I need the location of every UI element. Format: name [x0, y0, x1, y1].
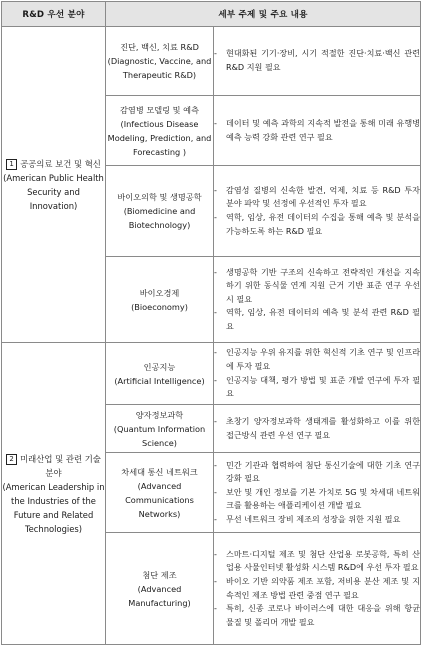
list-item: - 역학, 임상, 유전 데이터의 수집을 통해 예측 및 분석을 가능하도록 하는 R&D 필요 — [214, 212, 421, 236]
list-item: - 인공지능 대책, 평가 방법 및 표준 개발 연구에 투자 필요 — [214, 374, 421, 399]
topic-cell: 첨단 제조 (Advanced Manufacturing) — [106, 533, 214, 645]
list-item: - 초창기 양자정보과학 생태계를 활성화하고 이를 위한 접근방식 관련 우선 연구 필요 — [214, 415, 421, 440]
list-item: - 보안 및 개인 정보를 기본 가치로 5G 및 차세대 네트워크를 활용하는 애플리케이션 개발 필요 — [214, 486, 421, 511]
table-row — [2, 343, 421, 405]
rd-priority-table — [1, 1, 421, 645]
list-item: - 감염성 질병의 신속한 발견, 억제, 치료 등 R&D 투자 분야 파악 및 선정에 우선적인 투자 필요 — [214, 184, 421, 209]
topic-cell: 바이오의학 및 생명공학 (Biomedicine and Biotechnology) — [106, 166, 214, 257]
topic-cell: 인공지능 (Artificial Intelligence) — [106, 343, 214, 405]
list-item: - 인공지능 우위 유지를 위한 혁신적 기초 연구 및 인프라에 투자 필요 — [214, 347, 421, 371]
list-item: - 데이터 및 예측 과학의 지속적 발전을 통해 미래 유행병 예측 능력 강화 관련 연구 필요 — [214, 117, 421, 142]
list-item: - 특히, 신종 코로나 바이러스에 대한 대응을 위해 항균 물질 및 폴리머 개발 필요 — [214, 603, 421, 627]
area-title: 1 공공의료 보건 및 혁신 — [2, 157, 105, 171]
list-item: - 민간 기관과 협력하여 첨단 통신기술에 대한 기초 연구 강화 필요 — [214, 459, 421, 484]
content-cell — [214, 27, 421, 96]
area-future-industries — [2, 343, 106, 645]
content-cell — [214, 257, 421, 343]
area-number-badge: 1 — [6, 159, 17, 170]
content-cell — [214, 533, 421, 645]
table-header-row — [2, 2, 421, 27]
area-public-health — [2, 27, 106, 343]
list-item: - 스마트·디지털 제조 및 첨단 산업용 로봇공학, 특히 산업용 사물인터넷 활성화 시스템 R&D에 우선 투자 필요 — [214, 548, 421, 573]
area-english-title: (American Public Health Security and Innovation) — [3, 172, 104, 211]
topic-cell: 차세대 통신 네트워크 (Advanced Communications Networks) — [106, 453, 214, 533]
list-item: - 역학, 임상, 유전 데이터의 예측 및 분석 관련 R&D 필요 — [214, 307, 421, 331]
topic-cell: 바이오경제 (Bioeconomy) — [106, 257, 214, 343]
list-item: - 현대화된 기기·장비, 시기 적절한 진단·치료·백신 관련 R&D 지원 필요 — [214, 48, 421, 72]
content-cell — [214, 343, 421, 405]
content-cell — [214, 405, 421, 453]
topic-cell: 양자정보과학 (Quantum Information Science) — [106, 405, 214, 453]
list-item: - 바이오 기반 의약품 제조 포함, 저비용 분산 제조 및 지속적인 제조 방법 관련 중점 연구 필요 — [214, 575, 421, 600]
area-title: 2 미래산업 및 관련 기술 분야 — [2, 452, 105, 480]
header-rd-area: R&D 우선 분야 — [2, 2, 106, 27]
content-cell — [214, 453, 421, 533]
header-topic-content: 세부 주제 및 주요 내용 — [106, 2, 421, 27]
list-item: - 생명공학 기반 구조의 신속하고 전략적인 개선을 지속하기 위한 동식물 연계 지원 근거 기반 표준 연구 우선시 필요 — [214, 266, 421, 304]
content-cell — [214, 166, 421, 257]
topic-cell: 감염병 모델링 및 예측 (Infectious Disease Modeling, Prediction, and Forecasting ) — [106, 96, 214, 166]
area-english-title: (American Leadership in the Industries of the Future and Related Technologies) — [2, 481, 105, 534]
list-item: - 무선 네트워크 장비 제조의 성장을 위한 지원 필요 — [214, 513, 401, 524]
table-row — [2, 27, 421, 96]
area-number-badge: 2 — [6, 454, 17, 465]
topic-cell: 진단, 백신, 치료 R&D (Diagnostic, Vaccine, and Therapeutic R&D) — [106, 27, 214, 96]
content-cell — [214, 96, 421, 166]
